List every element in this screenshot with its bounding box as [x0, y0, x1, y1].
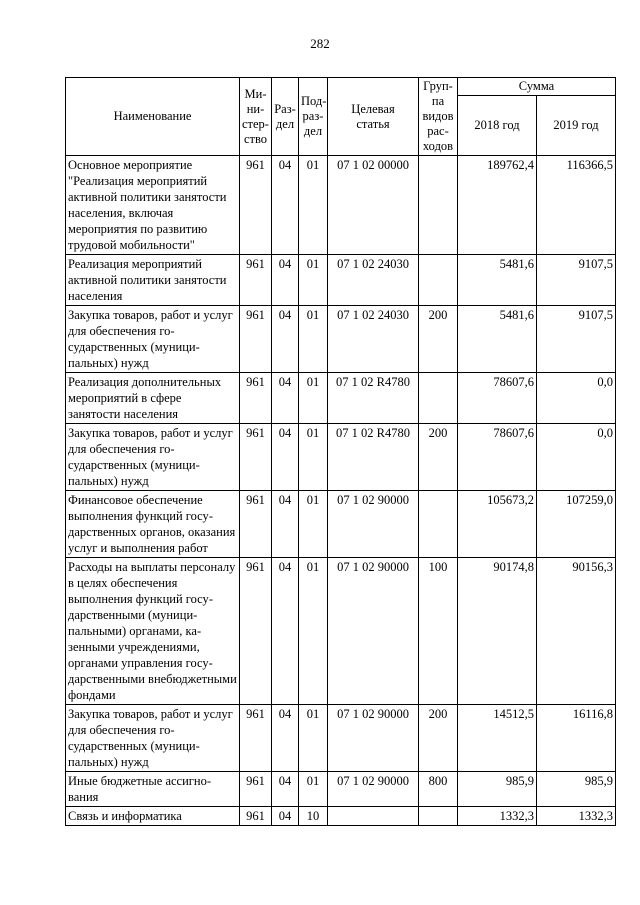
- cell-target: 07 1 02 24030: [328, 255, 419, 306]
- header-2019: 2019 год: [537, 96, 616, 156]
- cell-y2018: 78607,6: [458, 373, 537, 424]
- header-2018: 2018 год: [458, 96, 537, 156]
- cell-section: 04: [272, 373, 299, 424]
- cell-y2018: 14512,5: [458, 705, 537, 772]
- cell-ministry: 961: [240, 807, 272, 826]
- cell-y2019: 1332,3: [537, 807, 616, 826]
- cell-subsection: 01: [299, 772, 328, 807]
- cell-section: 04: [272, 807, 299, 826]
- cell-ministry: 961: [240, 156, 272, 255]
- table-row: [66, 558, 616, 705]
- cell-section: 04: [272, 424, 299, 491]
- cell-y2018: 985,9: [458, 772, 537, 807]
- cell-y2019: 0,0: [537, 424, 616, 491]
- table-row: [66, 156, 616, 255]
- cell-subsection: 01: [299, 306, 328, 373]
- cell-subsection: 01: [299, 558, 328, 705]
- header-ministry: Ми- ни- стер- ство: [240, 78, 272, 156]
- cell-group: [419, 491, 458, 558]
- cell-subsection: 01: [299, 705, 328, 772]
- cell-group: [419, 373, 458, 424]
- cell-target: [328, 807, 419, 826]
- cell-y2018: 90174,8: [458, 558, 537, 705]
- cell-group: 100: [419, 558, 458, 705]
- cell-section: 04: [272, 491, 299, 558]
- cell-subsection: 01: [299, 373, 328, 424]
- cell-y2019: 107259,0: [537, 491, 616, 558]
- cell-name: Основное мероприятие "Реализация мероприятий активной политики занятости населения, включая мероприятия по развитию трудовой мобильности": [66, 156, 240, 255]
- header-section: Раз- дел: [272, 78, 299, 156]
- cell-section: 04: [272, 558, 299, 705]
- cell-name: Расходы на выплаты персоналу в целях обеспечения выполнения функций государственными (муниципальными) органами, казенными учреждениями, органами управления государственными внебюджетными фондами: [66, 558, 240, 705]
- cell-target: 07 1 02 90000: [328, 772, 419, 807]
- page-number: 282: [310, 36, 330, 51]
- cell-name: Иные бюджетные ассигнования: [66, 772, 240, 807]
- table-header: [66, 78, 616, 156]
- table-row: [66, 306, 616, 373]
- cell-subsection: 01: [299, 255, 328, 306]
- cell-ministry: 961: [240, 424, 272, 491]
- cell-ministry: 961: [240, 705, 272, 772]
- cell-target: 07 1 02 24030: [328, 306, 419, 373]
- cell-subsection: 01: [299, 491, 328, 558]
- cell-y2019: 90156,3: [537, 558, 616, 705]
- table-row: [66, 373, 616, 424]
- cell-section: 04: [272, 306, 299, 373]
- cell-y2019: 16116,8: [537, 705, 616, 772]
- header-name: Наименование: [66, 78, 240, 156]
- cell-section: 04: [272, 255, 299, 306]
- header-target: Целевая статья: [328, 78, 419, 156]
- cell-name: Связь и информатика: [66, 807, 240, 826]
- cell-target: 07 1 02 R4780: [328, 424, 419, 491]
- cell-group: 200: [419, 306, 458, 373]
- cell-subsection: 01: [299, 424, 328, 491]
- cell-group: 200: [419, 424, 458, 491]
- cell-group: [419, 807, 458, 826]
- header-group: Груп- па видов рас- ходов: [419, 78, 458, 156]
- table-row: [66, 424, 616, 491]
- cell-ministry: 961: [240, 373, 272, 424]
- cell-target: 07 1 02 00000: [328, 156, 419, 255]
- cell-subsection: 10: [299, 807, 328, 826]
- cell-y2018: 189762,4: [458, 156, 537, 255]
- cell-y2019: 0,0: [537, 373, 616, 424]
- cell-y2019: 116366,5: [537, 156, 616, 255]
- header-subsection: Под- раз- дел: [299, 78, 328, 156]
- cell-y2019: 9107,5: [537, 306, 616, 373]
- table-row: [66, 255, 616, 306]
- cell-y2018: 1332,3: [458, 807, 537, 826]
- table-body: [66, 156, 616, 826]
- cell-name: Закупка товаров, работ и услуг для обеспечения государственных (муниципальных) нужд: [66, 424, 240, 491]
- table-row: [66, 772, 616, 807]
- cell-y2019: 985,9: [537, 772, 616, 807]
- cell-name: Реализация мероприятий активной политики занятости населения: [66, 255, 240, 306]
- table-row: [66, 807, 616, 826]
- cell-target: 07 1 02 90000: [328, 558, 419, 705]
- cell-ministry: 961: [240, 255, 272, 306]
- cell-section: 04: [272, 705, 299, 772]
- cell-group: 200: [419, 705, 458, 772]
- cell-ministry: 961: [240, 306, 272, 373]
- cell-y2019: 9107,5: [537, 255, 616, 306]
- table-row: [66, 491, 616, 558]
- cell-y2018: 5481,6: [458, 255, 537, 306]
- cell-ministry: 961: [240, 491, 272, 558]
- table-row: [66, 705, 616, 772]
- cell-group: [419, 156, 458, 255]
- cell-target: 07 1 02 90000: [328, 705, 419, 772]
- header-sum: Сумма: [458, 78, 616, 96]
- cell-ministry: 961: [240, 558, 272, 705]
- cell-y2018: 5481,6: [458, 306, 537, 373]
- cell-y2018: 105673,2: [458, 491, 537, 558]
- cell-subsection: 01: [299, 156, 328, 255]
- cell-target: 07 1 02 R4780: [328, 373, 419, 424]
- cell-target: 07 1 02 90000: [328, 491, 419, 558]
- cell-name: Закупка товаров, работ и услуг для обеспечения государственных (муниципальных) нужд: [66, 306, 240, 373]
- cell-name: Реализация дополнительных мероприятий в сфере занятости населения: [66, 373, 240, 424]
- cell-section: 04: [272, 156, 299, 255]
- budget-table: [65, 77, 616, 826]
- cell-group: 800: [419, 772, 458, 807]
- cell-ministry: 961: [240, 772, 272, 807]
- cell-y2018: 78607,6: [458, 424, 537, 491]
- cell-name: Закупка товаров, работ и услуг для обеспечения государственных (муниципальных) нужд: [66, 705, 240, 772]
- cell-section: 04: [272, 772, 299, 807]
- cell-group: [419, 255, 458, 306]
- cell-name: Финансовое обеспечение выполнения функций государственных органов, оказания услуг и выполнения работ: [66, 491, 240, 558]
